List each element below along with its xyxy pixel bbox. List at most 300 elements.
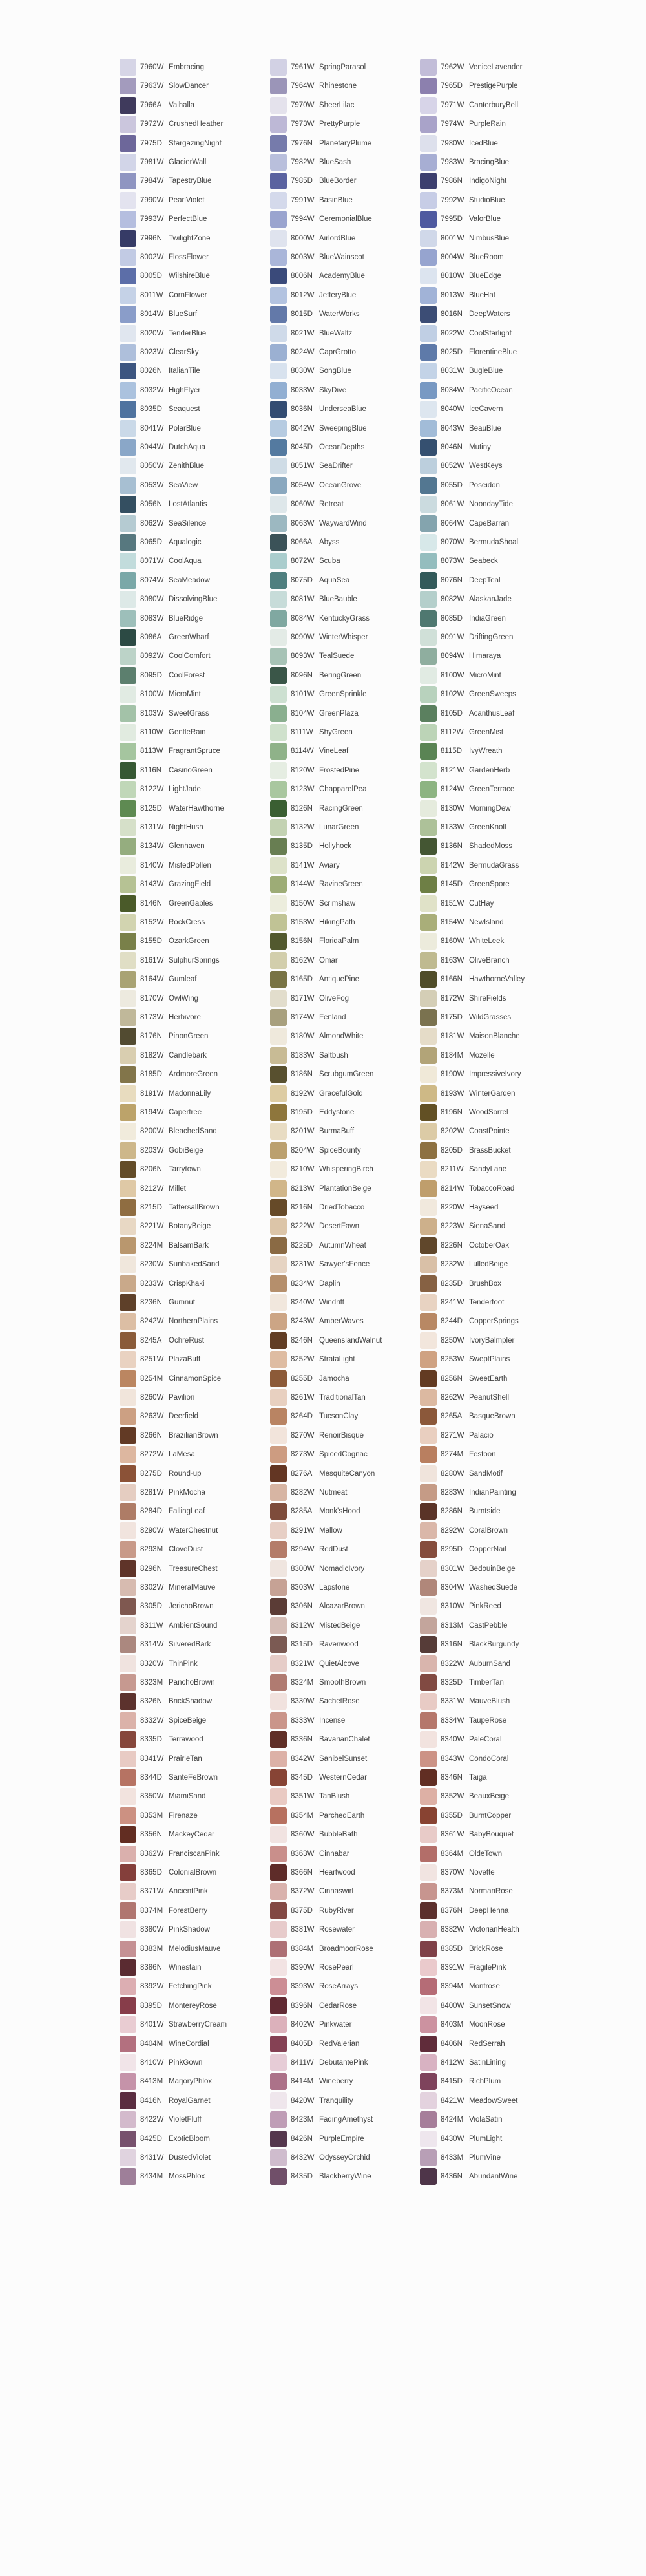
color-swatch: [270, 97, 287, 114]
color-swatch: [270, 1902, 287, 1919]
swatch-name: StudioBlue: [469, 197, 505, 204]
swatch-name: GrazingField: [169, 880, 211, 888]
color-swatch: [420, 401, 437, 418]
color-swatch: [120, 1902, 136, 1919]
swatch-name: NorthernPlains: [169, 1317, 218, 1325]
swatch-name: RosePearl: [319, 1964, 354, 1972]
swatch-code: 8375D: [291, 1907, 313, 1915]
swatch-code: 8212W: [140, 1185, 164, 1193]
color-swatch: [120, 1465, 136, 1482]
swatch-name: MorningDew: [469, 805, 511, 813]
swatch-code: 8176N: [140, 1032, 162, 1040]
swatch-name: AirlordBlue: [319, 235, 356, 242]
color-swatch: [120, 1199, 136, 1216]
swatch-name: SilveredBark: [169, 1641, 211, 1648]
swatch-code: 8352W: [441, 1793, 464, 1800]
swatch-code: 8294W: [291, 1546, 315, 1553]
swatch-name: DriftingGreen: [469, 633, 514, 641]
swatch-name: Monk'sHood: [319, 1507, 360, 1515]
swatch-code: 8431W: [140, 2154, 164, 2162]
color-swatch: [270, 762, 287, 779]
swatch-code: 8004W: [441, 253, 464, 261]
swatch-code: 8161W: [140, 957, 164, 964]
color-swatch: [270, 1807, 287, 1824]
swatch-name: GracefulGold: [319, 1090, 363, 1098]
swatch-code: 8143W: [140, 880, 164, 888]
swatch-code: 8362W: [140, 1850, 164, 1858]
swatch-code: 8232W: [441, 1261, 464, 1268]
swatch-code: 8051W: [291, 462, 315, 470]
swatch-name: RichPlum: [469, 2078, 501, 2085]
color-swatch: [120, 458, 136, 474]
swatch-name: WhisperingBirch: [319, 1166, 373, 1173]
swatch-code: 8012W: [291, 292, 315, 299]
swatch-code: 8344D: [140, 1774, 162, 1782]
color-swatch: [120, 439, 136, 456]
swatch-name: TreasureChest: [169, 1565, 218, 1573]
color-swatch: [120, 1370, 136, 1387]
color-swatch: [120, 1142, 136, 1159]
color-swatch: [120, 838, 136, 855]
color-swatch: [120, 1959, 136, 1976]
swatch-code: 8001W: [441, 235, 464, 242]
color-swatch: [120, 211, 136, 228]
swatch-name: StargazingNight: [169, 140, 222, 147]
swatch-code: 8415D: [441, 2078, 463, 2085]
color-swatch: [120, 154, 136, 171]
swatch-name: CoastPointe: [469, 1127, 510, 1135]
color-swatch: [420, 1846, 437, 1862]
color-swatch: [420, 1275, 437, 1292]
color-swatch: [270, 1883, 287, 1900]
color-swatch: [270, 1123, 287, 1140]
swatch-name: WaterChestnut: [169, 1527, 218, 1535]
swatch-name: IndigoNight: [469, 177, 507, 185]
swatch-code: 8201W: [291, 1127, 315, 1135]
color-swatch: [270, 1769, 287, 1786]
swatch-code: 8026N: [140, 367, 162, 375]
color-swatch: [270, 2054, 287, 2071]
swatch-name: Himaraya: [469, 652, 501, 660]
swatch-code: 8233W: [140, 1280, 164, 1288]
color-swatch: [120, 2054, 136, 2071]
color-swatch: [120, 420, 136, 437]
swatch-name: Montrose: [469, 1983, 500, 1990]
swatch-name: AmberWaves: [319, 1317, 364, 1325]
swatch-code: 8216N: [291, 1204, 313, 1211]
swatch-code: 8403M: [441, 2021, 464, 2028]
swatch-code: 8014W: [140, 310, 164, 318]
swatch-name: PrestigePurple: [469, 82, 518, 90]
swatch-name: WhiteLeek: [469, 937, 505, 945]
color-swatch: [270, 1846, 287, 1862]
swatch-code: 8111W: [291, 729, 313, 736]
swatch-code: 8035D: [140, 405, 162, 413]
color-swatch: [120, 1237, 136, 1254]
swatch-code: 8365D: [140, 1869, 162, 1877]
swatch-name: Embracing: [169, 63, 204, 71]
swatch-name: TobaccoRoad: [469, 1185, 515, 1193]
swatch-name: OchreRust: [169, 1337, 204, 1345]
swatch-code: 8335D: [140, 1736, 162, 1743]
swatch-code: 8062W: [140, 520, 164, 527]
swatch-code: 8186N: [291, 1070, 313, 1078]
swatch-code: 8116N: [140, 767, 162, 774]
swatch-name: GardenHerb: [469, 767, 510, 774]
color-swatch: [420, 610, 437, 627]
color-swatch: [120, 1047, 136, 1064]
color-swatch: [270, 192, 287, 209]
swatch-name: PolarBlue: [169, 425, 201, 432]
swatch-code: 8073W: [441, 557, 464, 565]
swatch-name: PurpleEmpire: [319, 2135, 364, 2143]
swatch-name: WesternCedar: [319, 1774, 367, 1782]
color-swatch: [120, 1560, 136, 1577]
swatch-code: 8021W: [291, 330, 315, 337]
swatch-code: 8020W: [140, 330, 164, 337]
swatch-name: BermudaGrass: [469, 862, 519, 869]
color-swatch: [420, 1294, 437, 1311]
color-swatch: [420, 591, 437, 608]
swatch-name: ScrubgumGreen: [319, 1070, 374, 1078]
swatch-name: Rhinestone: [319, 82, 357, 90]
swatch-name: DesertFawn: [319, 1222, 359, 1230]
swatch-name: Valhalla: [169, 101, 195, 109]
color-swatch: [120, 1161, 136, 1178]
swatch-code: 8015D: [291, 310, 313, 318]
color-swatch: [420, 2149, 437, 2166]
color-swatch: [120, 59, 136, 76]
swatch-name: SpicedCognac: [319, 1451, 368, 1458]
swatch-name: JerichoBrown: [169, 1602, 214, 1610]
swatch-name: MistedBeige: [319, 1622, 360, 1630]
swatch-name: WaterHawthorne: [169, 805, 224, 813]
swatch-code: 8135D: [291, 842, 313, 850]
color-swatch: [120, 1427, 136, 1444]
swatch-name: Burntside: [469, 1507, 501, 1515]
color-swatch: [120, 610, 136, 627]
swatch-name: SongBlue: [319, 367, 351, 375]
swatch-name: Nutmeat: [319, 1489, 348, 1496]
color-swatch: [270, 230, 287, 247]
swatch-name: Gumnut: [169, 1299, 195, 1306]
color-swatch: [120, 667, 136, 684]
color-swatch: [120, 572, 136, 589]
color-swatch: [420, 1921, 437, 1938]
swatch-code: 8185D: [140, 1070, 162, 1078]
swatch-name: MaisonBlanche: [469, 1032, 520, 1040]
swatch-name: GreenWharf: [169, 633, 209, 641]
swatch-name: RacingGreen: [319, 805, 363, 813]
color-swatch: [270, 1712, 287, 1729]
swatch-name: OldeTown: [469, 1850, 503, 1858]
color-swatch: [420, 1427, 437, 1444]
color-swatch: [270, 2073, 287, 2090]
swatch-name: MauveBlush: [469, 1698, 510, 1705]
swatch-code: 8205D: [441, 1147, 463, 1155]
swatch-code: 8045D: [291, 443, 313, 451]
swatch-code: 8194W: [140, 1109, 164, 1116]
color-swatch: [120, 306, 136, 323]
swatch-code: 8406N: [441, 2040, 463, 2048]
swatch-name: ShireFields: [469, 995, 506, 1003]
swatch-code: 8266N: [140, 1432, 162, 1440]
swatch-code: 8096N: [291, 672, 313, 679]
swatch-name: Palacio: [469, 1432, 494, 1440]
color-swatch: [120, 686, 136, 703]
color-swatch: [420, 78, 437, 94]
color-swatch: [270, 1503, 287, 1520]
swatch-name: SkyDive: [319, 387, 347, 394]
swatch-name: ParchedEarth: [319, 1812, 365, 1820]
swatch-name: FranciscanPink: [169, 1850, 220, 1858]
swatch-name: CapeBarran: [469, 520, 510, 527]
swatch-name: Tarrytown: [169, 1166, 201, 1173]
swatch-code: 8070W: [441, 538, 464, 546]
swatch-code: 8346N: [441, 1774, 463, 1782]
swatch-code: 8220W: [441, 1204, 464, 1211]
swatch-code: 8011W: [140, 292, 163, 299]
swatch-code: 8290W: [140, 1527, 164, 1535]
swatch-name: OwlWing: [169, 995, 199, 1003]
color-swatch: [270, 78, 287, 94]
swatch-code: 8273W: [291, 1451, 315, 1458]
swatch-name: BubbleBath: [319, 1831, 358, 1838]
swatch-name: MossPhlox: [169, 2173, 205, 2180]
swatch-code: 8113W: [140, 747, 163, 755]
swatch-code: 8256N: [441, 1375, 463, 1383]
color-swatch: [120, 116, 136, 133]
swatch-code: 8342W: [291, 1755, 315, 1763]
swatch-code: 7971W: [441, 101, 464, 109]
swatch-name: DustedViolet: [169, 2154, 211, 2162]
color-swatch: [270, 211, 287, 228]
color-swatch: [420, 990, 437, 1007]
color-swatch: [120, 648, 136, 665]
color-swatch: [270, 477, 287, 494]
color-swatch: [270, 1731, 287, 1748]
color-swatch: [420, 933, 437, 950]
swatch-code: 8374M: [140, 1907, 163, 1915]
swatch-name: CoolStarlight: [469, 330, 512, 337]
color-swatch: [270, 1560, 287, 1577]
color-swatch: [270, 1978, 287, 1995]
color-swatch: [270, 1180, 287, 1197]
swatch-name: Omar: [319, 957, 338, 964]
swatch-code: 8243W: [291, 1317, 315, 1325]
color-swatch: [270, 1579, 287, 1596]
swatch-name: TucsonClay: [319, 1412, 359, 1420]
swatch-code: 8285A: [291, 1507, 313, 1515]
color-swatch: [420, 1826, 437, 1843]
swatch-name: CedarRose: [319, 2002, 357, 2010]
swatch-code: 8254M: [140, 1375, 163, 1383]
color-swatch: [420, 344, 437, 361]
color-swatch: [120, 1617, 136, 1634]
swatch-name: OceanDepths: [319, 443, 365, 451]
color-swatch: [120, 914, 136, 931]
swatch-name: SunbakedSand: [169, 1261, 220, 1268]
color-swatch: [420, 1541, 437, 1558]
color-swatch: [420, 1731, 437, 1748]
swatch-name: RenoirBisque: [319, 1432, 364, 1440]
color-swatch: [270, 1047, 287, 1064]
swatch-code: 8100W: [441, 672, 464, 679]
swatch-name: Windrift: [319, 1299, 344, 1306]
color-swatch: [420, 173, 437, 189]
swatch-code: 8390W: [291, 1964, 315, 1972]
swatch-code: 8373M: [441, 1888, 464, 1895]
swatch-code: 8160W: [441, 937, 464, 945]
color-swatch: [270, 1332, 287, 1349]
swatch-name: DeepTeal: [469, 577, 501, 584]
swatch-name: PacificOcean: [469, 387, 513, 394]
swatch-code: 8093W: [291, 652, 315, 660]
swatch-name: Herbivore: [169, 1014, 201, 1021]
swatch-name: FallingLeaf: [169, 1507, 205, 1515]
swatch-name: BurntCopper: [469, 1812, 512, 1820]
swatch-code: 8422W: [140, 2116, 164, 2124]
swatch-code: 8345D: [291, 1774, 313, 1782]
swatch-name: BlackberryWine: [319, 2173, 371, 2180]
color-swatch: [120, 382, 136, 399]
color-swatch: [420, 724, 437, 741]
color-swatch: [120, 895, 136, 912]
swatch-name: BlueWaltz: [319, 330, 353, 337]
swatch-code: 8105D: [441, 710, 463, 718]
swatch-code: 8040W: [441, 405, 464, 413]
swatch-code: 7981W: [140, 158, 164, 166]
color-swatch: [420, 306, 437, 323]
swatch-name: MesquiteCanyon: [319, 1470, 375, 1478]
swatch-code: 8183W: [291, 1052, 315, 1059]
swatch-code: 8281W: [140, 1489, 164, 1496]
swatch-name: GreenSpore: [469, 880, 510, 888]
swatch-code: 8400W: [441, 2002, 464, 2010]
swatch-code: 8413M: [140, 2078, 163, 2085]
swatch-name: DebutantePink: [319, 2059, 368, 2067]
color-swatch: [420, 382, 437, 399]
color-swatch: [420, 363, 437, 379]
swatch-name: Capertree: [169, 1109, 202, 1116]
swatch-code: 8090W: [291, 633, 315, 641]
swatch-name: MineralMauve: [169, 1584, 216, 1591]
swatch-code: 8393W: [291, 1983, 315, 1990]
swatch-name: MarjoryPhlox: [169, 2078, 213, 2085]
color-swatch: [120, 933, 136, 950]
swatch-code: 8270W: [291, 1432, 315, 1440]
color-swatch: [270, 306, 287, 323]
color-swatch: [420, 1161, 437, 1178]
color-swatch: [420, 572, 437, 589]
swatch-code: 8330W: [291, 1698, 315, 1705]
swatch-code: 8396N: [291, 2002, 313, 2010]
color-swatch: [420, 287, 437, 304]
color-swatch: [420, 553, 437, 569]
swatch-code: 7964W: [291, 82, 315, 90]
color-swatch: [270, 1256, 287, 1273]
swatch-name: BlueHat: [469, 292, 495, 299]
swatch-code: 8174W: [291, 1014, 315, 1021]
color-swatch: [120, 990, 136, 1007]
swatch-code: 8240W: [291, 1299, 315, 1306]
swatch-code: 8340W: [441, 1736, 464, 1743]
color-swatch: [420, 192, 437, 209]
swatch-name: Pavilion: [169, 1394, 195, 1401]
color-swatch: [270, 515, 287, 532]
swatch-name: BlueRoom: [469, 253, 504, 261]
color-swatch: [420, 1751, 437, 1767]
swatch-name: SlowDancer: [169, 82, 209, 90]
color-swatch: [420, 762, 437, 779]
color-swatch: [120, 534, 136, 551]
swatch-name: ClearSky: [169, 348, 199, 356]
swatch-name: CopperNail: [469, 1546, 506, 1553]
color-swatch: [420, 629, 437, 646]
swatch-name: PerfectBlue: [169, 215, 207, 223]
color-swatch: [420, 1408, 437, 1425]
color-swatch: [120, 1332, 136, 1349]
swatch-name: SeaMeadow: [169, 577, 210, 584]
swatch-code: 8024W: [291, 348, 315, 356]
color-swatch: [270, 1617, 287, 1634]
swatch-name: ItalianTile: [169, 367, 200, 375]
swatch-name: MadonnaLily: [169, 1090, 211, 1098]
swatch-name: BrazilianBrown: [169, 1432, 218, 1440]
swatch-code: 8333W: [291, 1717, 315, 1725]
swatch-name: NoondayTide: [469, 500, 513, 508]
swatch-name: BlueSurf: [169, 310, 198, 318]
swatch-name: TattersallBrown: [169, 1204, 220, 1211]
color-swatch: [120, 952, 136, 969]
color-swatch: [270, 116, 287, 133]
swatch-name: OdysseyOrchid: [319, 2154, 370, 2162]
swatch-name: ColonialBrown: [169, 1869, 217, 1877]
swatch-code: 8225D: [291, 1242, 313, 1250]
swatch-code: 8163W: [441, 957, 464, 964]
swatch-code: 8081W: [291, 595, 315, 603]
color-swatch: [420, 1997, 437, 2014]
color-swatch: [420, 420, 437, 437]
swatch-code: 8165D: [291, 975, 313, 983]
color-swatch: [120, 819, 136, 836]
swatch-code: 8121W: [441, 767, 464, 774]
swatch-name: OliveBranch: [469, 957, 510, 964]
swatch-code: 8284D: [140, 1507, 162, 1515]
color-swatch: [420, 1332, 437, 1349]
color-swatch: [120, 1731, 136, 1748]
color-swatch: [420, 1674, 437, 1691]
swatch-name: CasinoGreen: [169, 767, 213, 774]
swatch-code: 8323M: [140, 1679, 163, 1687]
swatch-code: 8325D: [441, 1679, 463, 1687]
swatch-code: 8173W: [140, 1014, 164, 1021]
swatch-code: 8322W: [441, 1660, 464, 1668]
color-swatch: [420, 705, 437, 722]
swatch-name: GreenKnoll: [469, 824, 506, 831]
swatch-name: Mallow: [319, 1527, 342, 1535]
swatch-code: 7972W: [140, 120, 164, 128]
swatch-code: 7975D: [140, 140, 162, 147]
swatch-name: BabyBouquet: [469, 1831, 514, 1838]
swatch-code: 8084W: [291, 615, 315, 623]
color-swatch: [420, 1484, 437, 1501]
swatch-code: 8263W: [140, 1412, 164, 1420]
color-swatch: [120, 515, 136, 532]
swatch-code: 8222W: [291, 1222, 315, 1230]
swatch-code: 8405D: [291, 2040, 313, 2048]
color-swatch: [270, 1484, 287, 1501]
